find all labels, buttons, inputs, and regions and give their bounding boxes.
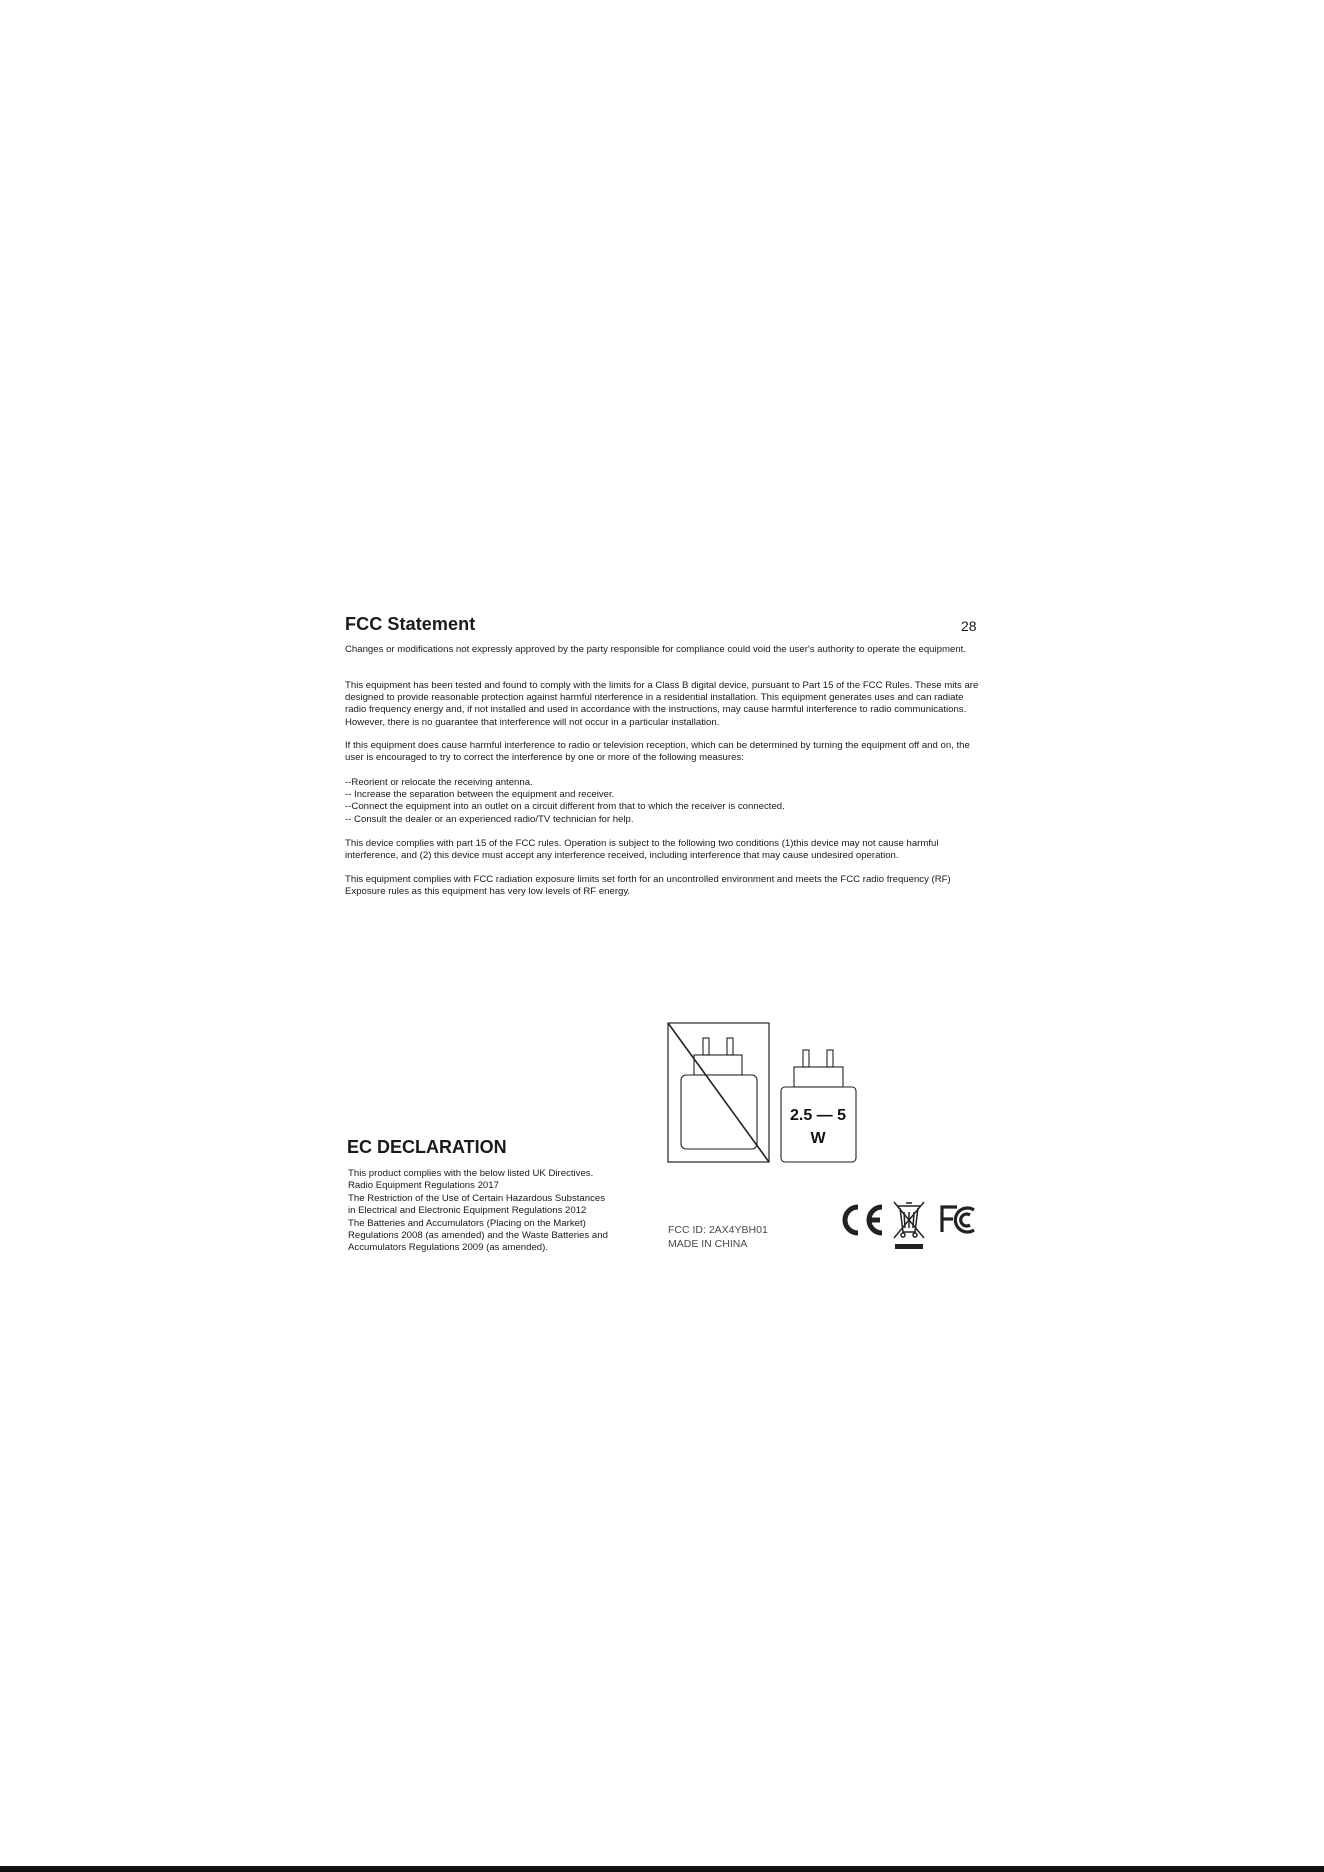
fcc-paragraph-5 — [345, 874, 980, 898]
measure-item: -- Consult the dealer or an experienced radio/TV technician for help. — [345, 813, 634, 825]
measure-item: --Connect the equipment into an outlet on a circuit different from that to which the receiver is connected. — [345, 801, 785, 813]
product-info — [668, 1223, 768, 1251]
ec-line: Regulations 2008 (as amended) and the Waste Batteries and — [348, 1230, 608, 1242]
fcc-paragraph-2 — [345, 680, 980, 729]
power-unit-label: W — [810, 1130, 826, 1147]
charger-illustration — [666, 1020, 868, 1165]
ec-declaration-title: EC DECLARATION — [347, 1137, 507, 1157]
power-range-label: 2.5 — 5 — [789, 1107, 847, 1124]
fcc-paragraph-1 — [345, 644, 980, 656]
fcc-measures-list — [345, 777, 980, 826]
fcc-paragraph-text: Changes or modifications not expressly approved by the party responsible for compliance could void the user's authority to operate the equipment. — [345, 644, 966, 655]
measure-item: --Reorient or relocate the receiving antenna. — [345, 777, 533, 788]
fcc-logo-icon — [942, 1207, 974, 1232]
charger-icon — [781, 1050, 856, 1162]
page-bottom-border — [0, 1866, 1324, 1872]
fcc-paragraph-text: This equipment has been tested and found to comply with the limits for a Class B digital device, pursuant to Part 15 of the FCC Rules. These mits are designed to provide reasonable protection against harmful nterference in a residential installation. This equipment generates uses and can radiate radio frequency energy and, if not installed and used in accordance with the instructions, may cause harmful interference to radio communications. However, there is no guarantee that interference will not occur in a particular installation. — [345, 680, 979, 728]
weee-bin-icon — [894, 1202, 924, 1249]
fcc-statement-title: FCC Statement — [345, 614, 476, 634]
prohibited-charger-icon — [668, 1023, 769, 1162]
fcc-paragraph-text: This device complies with part 15 of the FCC rules. Operation is subject to the following two conditions (1)this device may not cause harmful interference, and (2) this device must accept any interference received, including interference that may cause undesired operation. — [345, 838, 939, 862]
ec-declaration-body — [348, 1168, 638, 1255]
fcc-paragraph-text: If this equipment does cause harmful interference to radio or television reception, which can be determined by turning the equipment off and on, the user is encouraged to try to correct the interference by one or more of the following measures: — [345, 740, 970, 764]
fcc-paragraph-4 — [345, 838, 980, 862]
ec-line: The Restriction of the Use of Certain Hazardous Substances — [348, 1192, 606, 1204]
page-number: 28 — [961, 618, 977, 634]
fcc-paragraph-text: This equipment complies with FCC radiation exposure limits set forth for an uncontrolled environment and meets the FCC radio frequency (RF) Exposure rules as this equipment has very low levels of RF energy. — [345, 874, 951, 898]
ce-mark-icon — [845, 1207, 882, 1233]
measure-item: -- Increase the separation between the equipment and receiver. — [345, 789, 615, 801]
ec-line: This product complies with the below listed UK Directives. — [348, 1168, 594, 1179]
ec-line: in Electrical and Electronic Equipment Regulations 2012 — [348, 1205, 587, 1217]
ec-line: Accumulators Regulations 2009 (as amended). — [348, 1242, 548, 1254]
fcc-paragraph-3 — [345, 740, 980, 764]
origin-label: MADE IN CHINA — [668, 1238, 748, 1250]
fcc-id: FCC ID: 2AX4YBH01 — [668, 1224, 768, 1236]
ec-line: Radio Equipment Regulations 2017 — [348, 1180, 499, 1192]
ec-line: The Batteries and Accumulators (Placing on the Market) — [348, 1217, 586, 1229]
certification-marks — [836, 1198, 978, 1252]
